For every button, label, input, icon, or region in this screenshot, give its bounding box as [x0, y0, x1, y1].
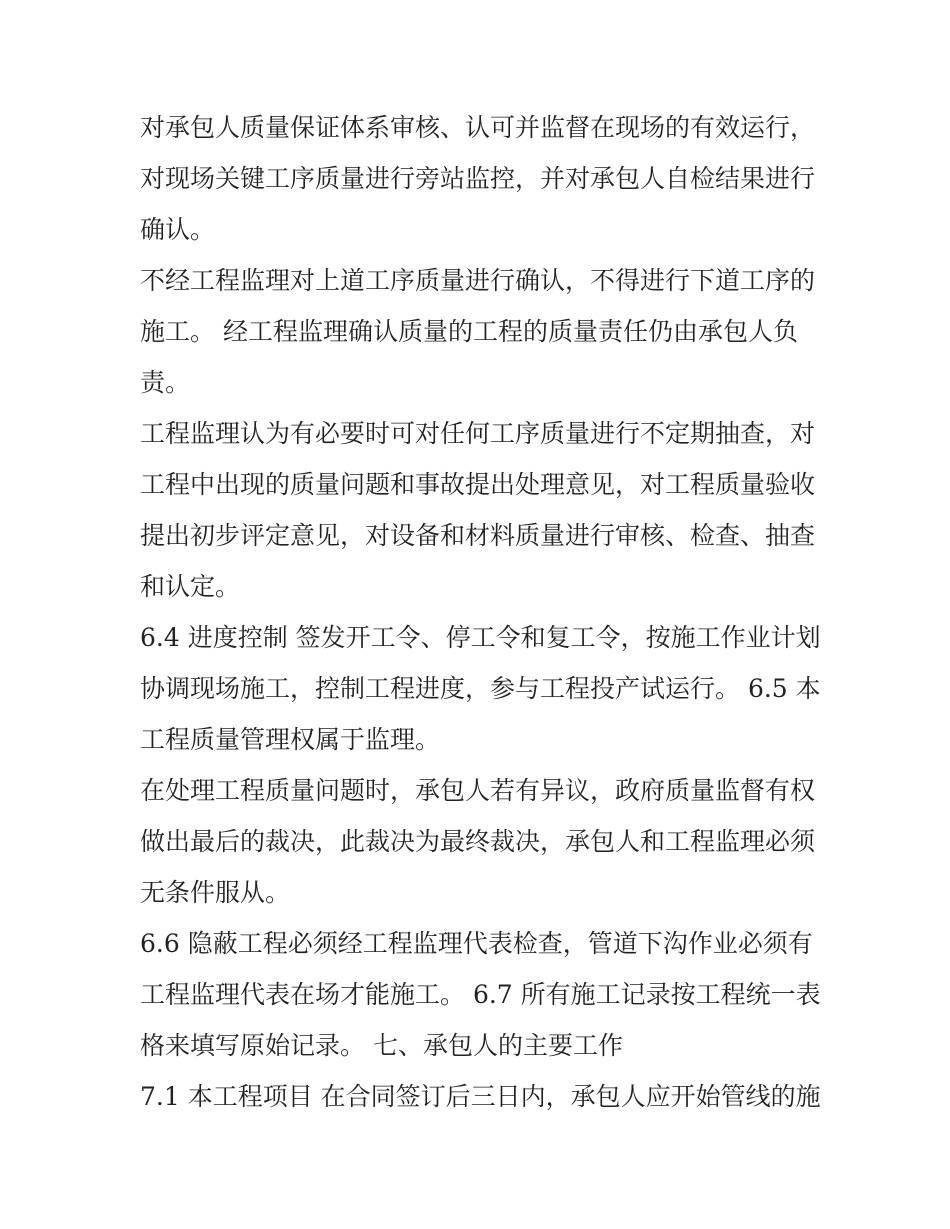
text-line: 提出初步评定意见，对设备和材料质量进行审核、检查、抽查 [140, 521, 816, 550]
text-line: 确认。 [140, 215, 216, 244]
text-line: 做出最后的裁决，此裁决为最终裁决，承包人和工程监理必须 [140, 827, 816, 856]
text-line: 和认定。 [140, 572, 241, 601]
text-line: 6.6 隐蔽工程必须经工程监理代表检查，管道下沟作业必须有 [140, 929, 813, 958]
text-line: 7.1 本工程项目 在合同签订后三日内，承包人应开始管线的施 [140, 1082, 821, 1111]
text-line: 工程监理认为有必要时可对任何工序质量进行不定期抽查，对 [140, 419, 816, 448]
text-line: 不经工程监理对上道工序质量进行确认，不得进行下道工序的 [140, 266, 816, 295]
text-line: 对现场关键工序质量进行旁站监控，并对承包人自检结果进行 [140, 164, 816, 193]
text-line: 工程中出现的质量问题和事故提出处理意见，对工程质量验收 [140, 470, 816, 499]
text-line: 格来填写原始记录。 七、承包人的主要工作 [140, 1031, 623, 1060]
text-line: 无条件服从。 [140, 878, 291, 907]
text-line: 协调现场施工，控制工程进度，参与工程投产试运行。 6.5 本 [140, 674, 821, 703]
text-line: 责。 [140, 368, 191, 397]
text-line: 6.4 进度控制 签发开工令、停工令和复工令，按施工作业计划 [140, 623, 821, 652]
text-line: 在处理工程质量问题时，承包人若有异议，政府质量监督有权 [140, 776, 816, 805]
text-line: 工程监理代表在场才能施工。 6.7 所有施工记录按工程统一表 [140, 980, 821, 1009]
text-line: 施工。 经工程监理确认质量的工程的质量责任仍由承包人负 [140, 317, 798, 346]
text-line: 工程质量管理权属于监理。 [140, 725, 441, 754]
text-line: 对承包人质量保证体系审核、认可并监督在现场的有效运行， [140, 113, 816, 142]
document-body [140, 102, 820, 1122]
